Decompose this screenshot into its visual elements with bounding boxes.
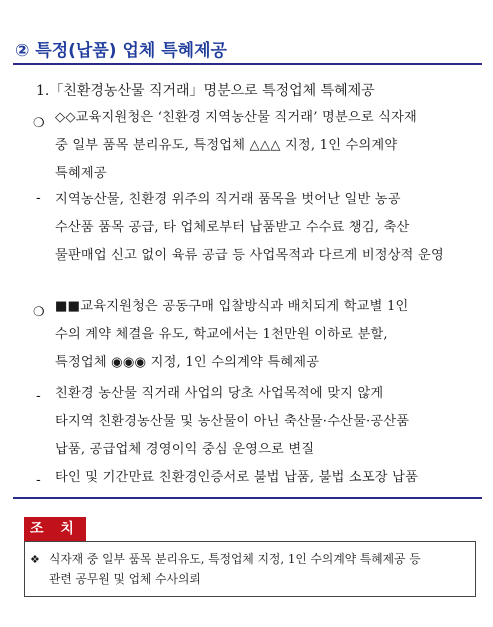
dash-marker: - [36, 472, 41, 488]
item-2-sub-1-line-1: 친환경 농산물 직거래 사업의 당초 사업목적에 맞지 않게 [55, 386, 384, 401]
diamond-bullet-icon: ❖ [30, 553, 40, 566]
item-2-sub-1-text [55, 380, 409, 464]
item-2-text [55, 293, 408, 377]
item-1-text [55, 104, 417, 188]
item-1-line-3: 특혜제공 [55, 166, 107, 181]
item-1-sub-1-text [55, 186, 444, 270]
item-1-sub-1-line-1: 지역농산물, 친환경 위주의 직거래 품목을 벗어난 일반 농공 [55, 192, 401, 207]
item-2-sub-2-line-1: 타인 및 기간만료 친환경인증서로 불법 납품, 불법 소포장 납품 [55, 470, 419, 485]
section-divider [13, 497, 482, 499]
item-2-sub-1-line-2: 타지역 친환경농산물 및 농산물이 아닌 축산물·수산물·공산품 [55, 414, 410, 429]
item-2-line-1: ■■교육지원청은 공동구매 입찰방식과 배치되게 학교별 1인 [55, 299, 409, 314]
bullet-icon: ❍ [33, 305, 45, 320]
section-heading: ② 특정(납품) 업체 특혜제공 [15, 41, 227, 61]
action-line-1: 식자재 중 일부 품목 분리유도, 특정업체 지정, 1인 수의계약 특혜제공 등 [49, 552, 421, 566]
action-label: 조 치 [24, 517, 86, 541]
dash-marker: - [36, 388, 41, 404]
item-2-sub-2-text [55, 464, 418, 492]
item-2-sub-1-line-3: 납품, 공급업체 경영이익 중심 운영으로 변질 [55, 442, 315, 457]
item-1-line-2: 중 일부 품목 분리유도, 특정업체 △△△ 지정, 1인 수의계약 [55, 138, 398, 153]
subheading: 1.「친환경농산물 직거래」명분으로 특정업체 특혜제공 [36, 83, 375, 99]
bullet-icon: ❍ [33, 116, 45, 131]
item-1-sub-1-line-2: 수산품 품목 공급, 타 업체로부터 납품받고 수수료 챙김, 축산 [55, 220, 410, 235]
item-2-line-3: 특정업체 ◉◉◉ 지정, 1인 수의계약 특혜제공 [55, 355, 320, 370]
item-2-line-2: 수의 계약 체결을 유도, 학교에서는 1천만원 이하로 분할, [55, 327, 388, 342]
action-line-2: 관련 공무원 및 업체 수사의뢰 [49, 572, 201, 586]
dash-marker: - [36, 190, 41, 206]
heading-underline [13, 63, 482, 65]
item-1-line-1: ◇◇교육지원청은 ‘친환경 지역농산물 직거래’ 명분으로 식자재 [55, 110, 417, 125]
action-text [49, 549, 421, 589]
item-1-sub-1-line-3: 물판매업 신고 없이 육류 공급 등 사업목적과 다르게 비정상적 운영 [55, 248, 444, 263]
